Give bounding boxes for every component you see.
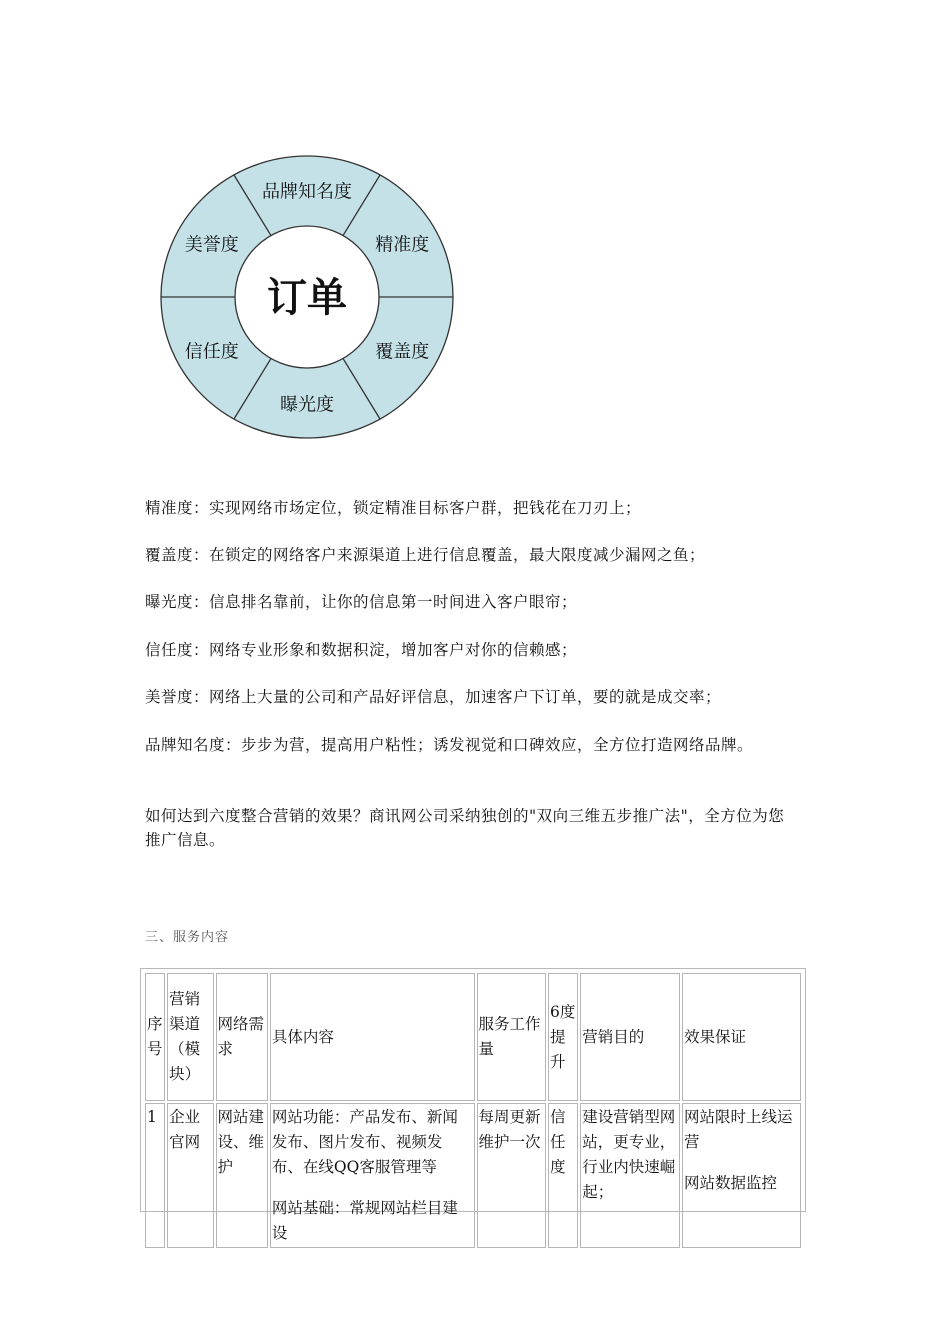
content-functions: 网站功能：产品发布、新闻发布、图片发布、视频发布、在线QQ客服管理等 <box>271 1108 458 1176</box>
section-title: 三、服务内容 <box>145 930 230 945</box>
service-table-frame <box>140 968 806 1242</box>
six-degree-wheel-diagram <box>158 152 456 442</box>
header-cell-workload: 服务工作量 <box>477 973 547 1101</box>
cell-need: 网站建设、维护 <box>216 1103 268 1248</box>
paragraph-reputation: 美誉度：网络上大量的公司和产品好评信息，加速客户下订单，要的就是成交率； <box>145 688 722 706</box>
table-row <box>145 1103 801 1248</box>
paragraph-precision: 精准度：实现网络市场定位，锁定精准目标客户群，把钱花在刀刃上； <box>145 499 642 517</box>
cell-purpose: 建设营销型网站，更专业，行业内快速崛起； <box>580 1103 680 1248</box>
segment-label-precision: 精准度 <box>375 234 430 256</box>
cell-degree: 信任度 <box>548 1103 578 1248</box>
paragraph-exposure: 曝光度：信息排名靠前，让你的信息第一时间进入客户眼帘； <box>145 593 578 611</box>
content-gap <box>272 1180 473 1196</box>
cell-content <box>270 1103 475 1248</box>
segment-label-exposure: 曝光度 <box>280 394 334 416</box>
header-cell-no: 序号 <box>145 973 165 1101</box>
header-cell-purpose: 营销目的 <box>580 973 680 1101</box>
service-table <box>143 971 803 1250</box>
cell-channel: 企业官网 <box>167 1103 213 1248</box>
segment-label-coverage: 覆盖度 <box>375 341 430 363</box>
header-cell-content: 具体内容 <box>270 973 475 1101</box>
guarantee-online: 网站限时上线运营 <box>684 1108 793 1151</box>
guarantee-monitoring: 网站数据监控 <box>684 1174 778 1192</box>
segment-label-trust: 信任度 <box>184 341 239 363</box>
header-cell-channel: 营销渠道（模块） <box>167 973 213 1101</box>
cell-workload: 每周更新维护一次 <box>477 1103 547 1248</box>
center-label: 订单 <box>267 275 347 321</box>
segment-label-brand-awareness: 品牌知名度 <box>262 181 352 203</box>
guarantee-gap <box>684 1155 799 1171</box>
paragraph-brand-awareness: 品牌知名度：步步为营，提高用户粘性；诱发视觉和口碑效应，全方位打造网络品牌。 <box>145 736 754 754</box>
paragraph-how-to: 如何达到六度整合营销的效果？商讯网公司采纳独创的"双向三维五步推广法"，全方位为您推广信息。 <box>145 807 785 849</box>
header-cell-guarantee: 效果保证 <box>682 973 801 1101</box>
header-cell-degree: 6度提升 <box>548 973 578 1101</box>
table-header-row <box>145 973 801 1101</box>
cell-no: 1 <box>145 1103 165 1248</box>
cell-guarantee <box>682 1103 801 1248</box>
paragraph-coverage: 覆盖度：在锁定的网络客户来源渠道上进行信息覆盖，最大限度减少漏网之鱼； <box>145 546 706 564</box>
content-basics: 网站基础：常规网站栏目建设 <box>271 1199 458 1242</box>
header-cell-need: 网络需求 <box>216 973 268 1101</box>
segment-label-reputation: 美誉度 <box>184 234 239 256</box>
paragraph-trust: 信任度：网络专业形象和数据积淀，增加客户对你的信赖感； <box>145 641 578 659</box>
